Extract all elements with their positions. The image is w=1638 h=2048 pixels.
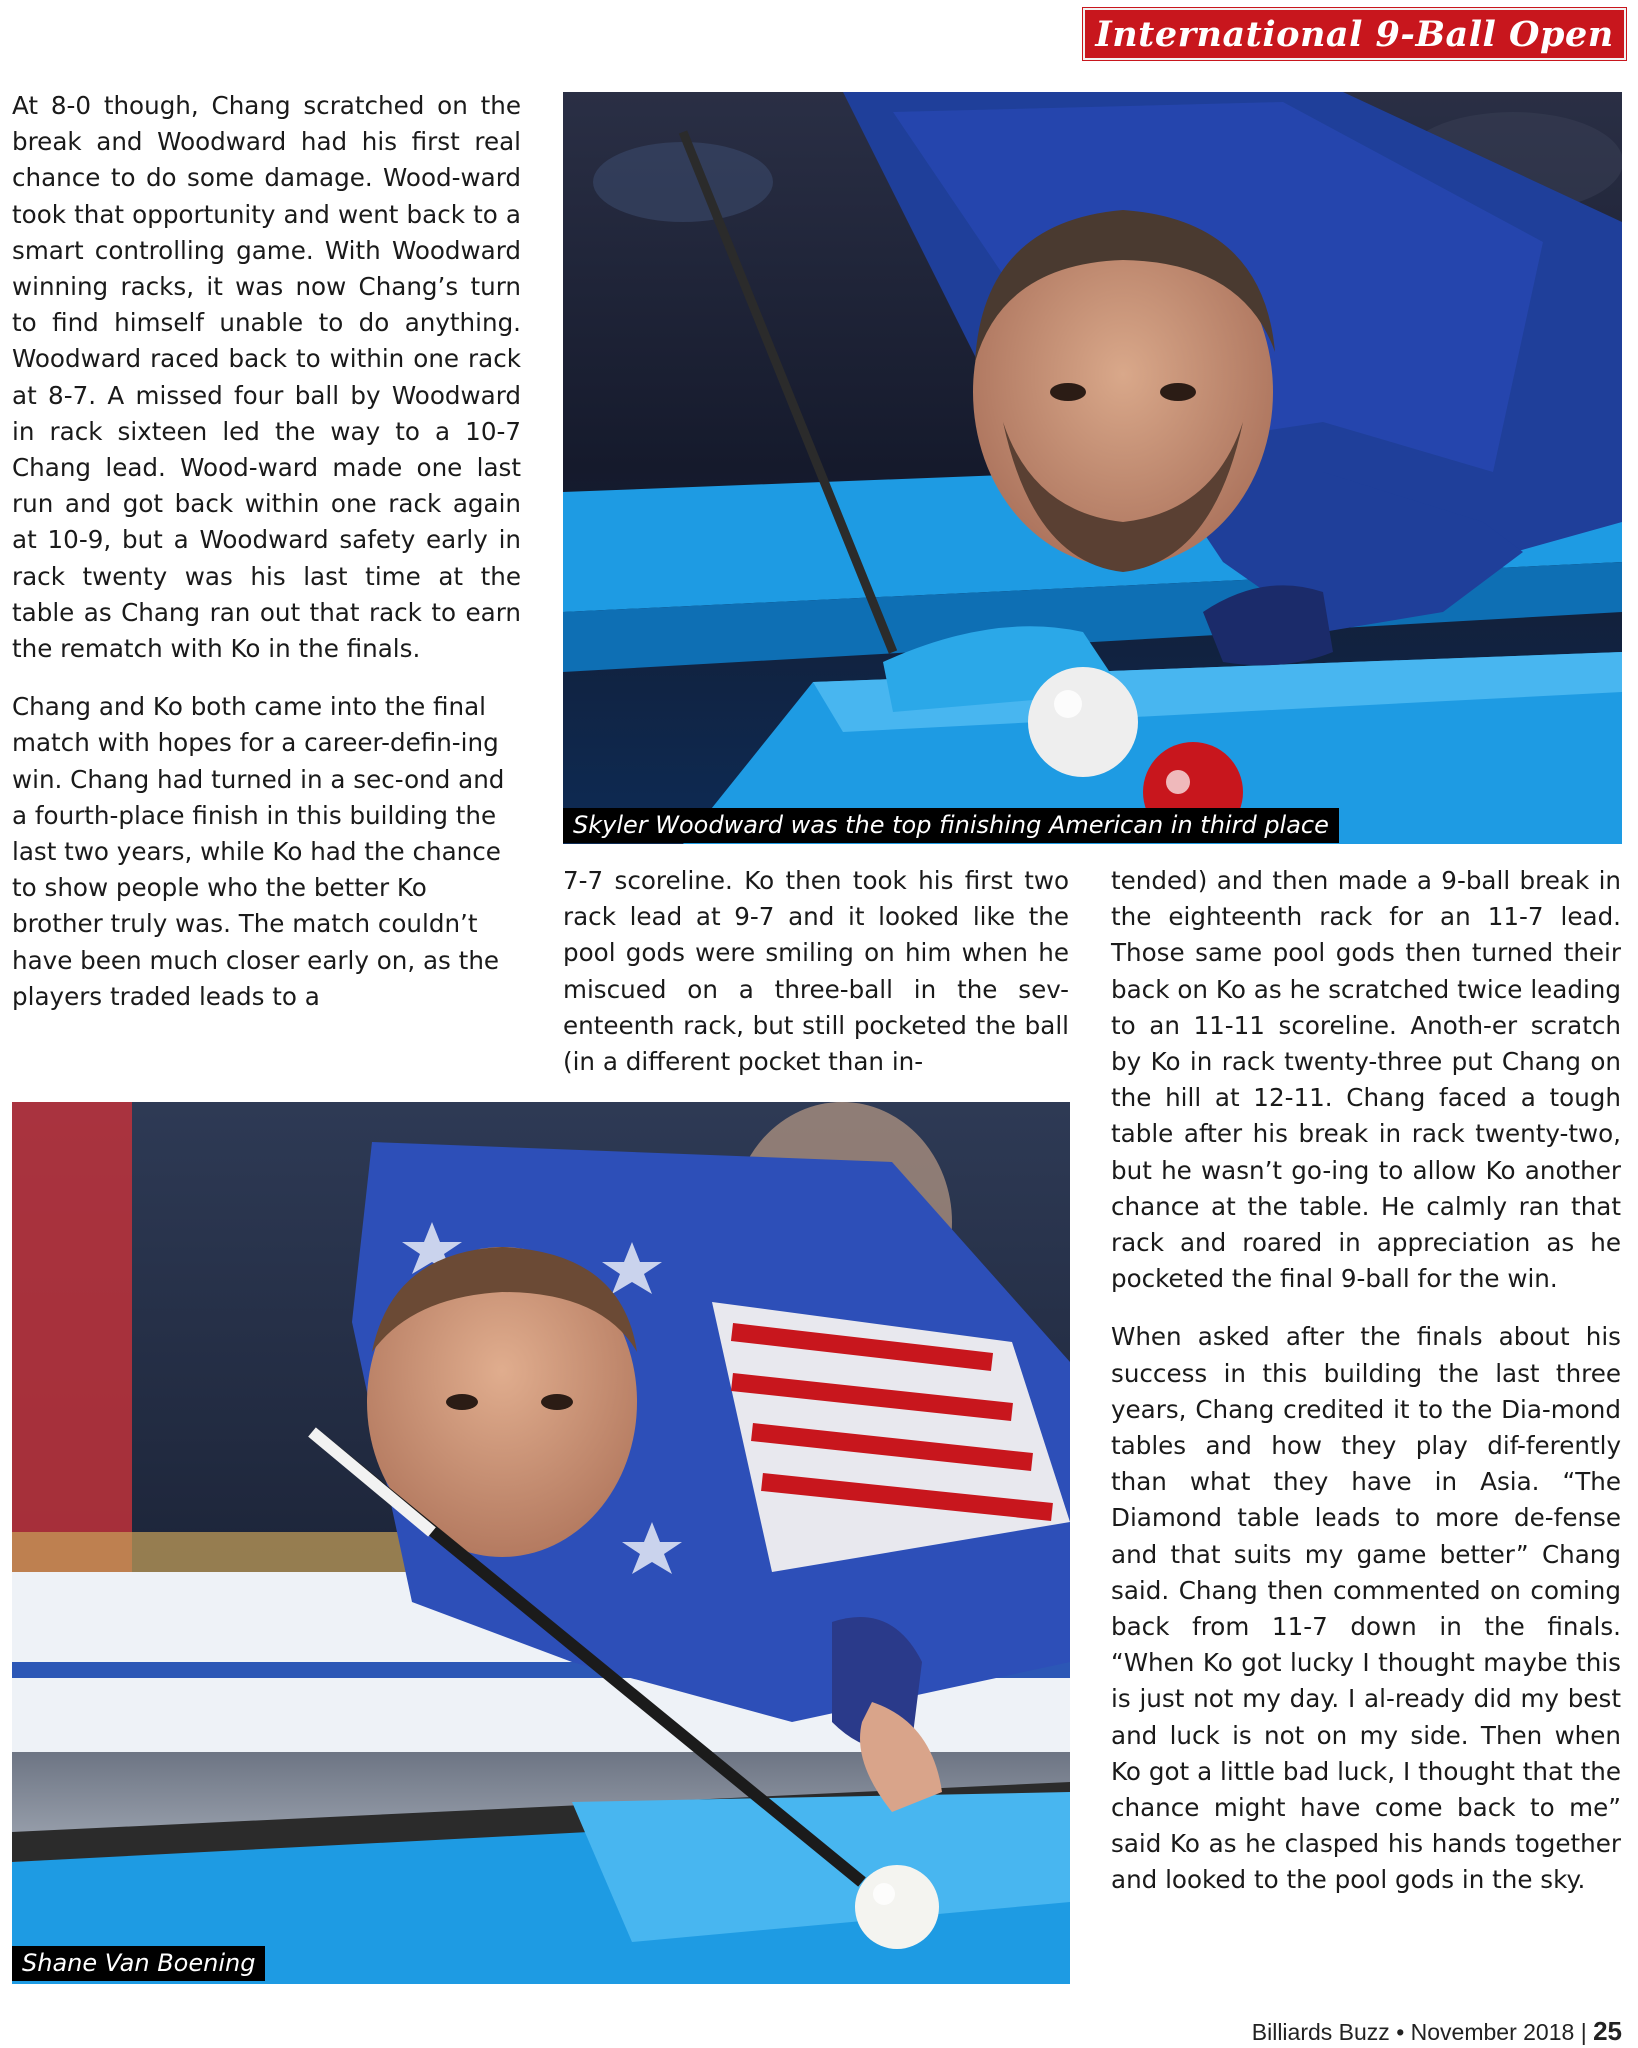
- section-title: International 9-Ball Open: [1095, 13, 1614, 55]
- photo-caption: Shane Van Boening: [12, 1946, 265, 1981]
- article-left-column: [12, 88, 521, 1015]
- article-paragraph: At 8-0 though, Chang scratched on the break and Woodward had his first real chance to do some damage. Wood-ward took that opportunity and went back to a smart controlling game. With Woodward winning racks, it was now Chang’s turn to find himself unable to do anything. Woodward raced back to within one rack at 8-7. A missed four ball by Woodward in rack sixteen led the way to a 10-7 Chang lead. Wood-ward made one last run and got back within one rack again at 10-9, but a Woodward safety early in rack twenty was his last time at the table as Chang ran out that rack to earn the rematch with Ko in the finals.: [12, 91, 521, 664]
- magazine-name: Billiards Buzz: [1251, 2019, 1390, 2045]
- photo-caption: Skyler Woodward was the top finishing American in third place: [563, 808, 1339, 843]
- page-number: 25: [1593, 2016, 1622, 2046]
- article-paragraph: When asked after the finals about his success in this building the last three years, Chang credited it to the Dia-mond tables and how they play dif-ferently than what they have in Asia. “The Diamond table leads to more de-fense and that suits my game better” Chang said. Chang then commented on coming back from 11-7 down in the finals. “When Ko got lucky I thought maybe this is just not my day. I al-ready did my best and luck is not on my side. Then when Ko got a little bad luck, I thought that the chance might have come back to me” said Ko as he clasped his hands together and looked to the pool gods in the sky.: [1111, 1322, 1621, 1895]
- article-middle-column: [563, 863, 1069, 1080]
- article-paragraph: tended) and then made a 9-ball break in the eighteenth rack for an 11-7 lead. Those same pool gods then turned their back on Ko as he scratched twice leading to an 11-11 scoreline. Anoth-er scratch by Ko in rack twenty-three put Chang on the hill at 12-11. Chang faced a tough table after his break in rack twenty-two, but he wasn’t go-ing to allow Ko another chance at the table. He calmly ran that rack and roared in appreciation as he pocketed the final 9-ball for the win.: [1111, 866, 1621, 1294]
- footer-separator: |: [1580, 2019, 1587, 2045]
- article-right-column: [1111, 863, 1621, 1899]
- shane-van-boening-photo: [12, 1102, 1070, 1984]
- article-paragraph: Chang and Ko both came into the final match with hopes for a career-defin-ing win. Chang had turned in a sec-ond and a fourth-place finish in this building the last two years, while Ko had the chance to show people who the better Ko brother truly was. The match couldn’t have been much closer early on, as the players traded leads to a: [12, 692, 505, 1011]
- page-footer: [1252, 2016, 1622, 2047]
- skyler-woodward-photo: [563, 92, 1622, 844]
- section-banner: [1083, 8, 1626, 60]
- issue-date: November 2018: [1410, 2019, 1575, 2045]
- footer-bullet: •: [1396, 2019, 1405, 2045]
- article-paragraph: 7-7 scoreline. Ko then took his first two rack lead at 9-7 and it looked like the pool gods were smiling on him when he miscued on a three-ball in the sev-enteenth rack, but still pocketed the ball (in a different pocket than in-: [563, 866, 1069, 1077]
